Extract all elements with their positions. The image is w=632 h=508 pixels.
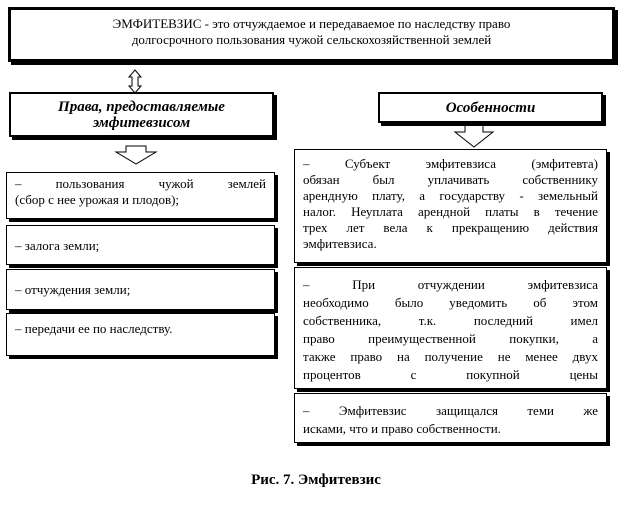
rights-item-line: (сбор с нее урожая и плодов); [15, 192, 180, 207]
rights-item-use [6, 172, 275, 219]
features-item-line: обязан был уплачивать собственнику [303, 172, 598, 187]
rights-item-line: – отчуждения земли; [15, 282, 131, 297]
definition-line-2: долгосрочного пользования чужой сельскохозяйственной землей [131, 32, 492, 47]
features-item-alienation [294, 267, 607, 389]
rights-title-line-1: Права, предоставляемые [58, 99, 225, 115]
rights-item-line: – залога земли; [15, 238, 100, 253]
features-item-line: – Эмфитевзис защищался теми же [303, 403, 598, 418]
features-title: Особенности [445, 100, 536, 116]
features-item-line: арендную плату, а государству - земельный [303, 188, 598, 203]
rights-header [9, 92, 274, 137]
features-item-line: также право на получение не менее двух [303, 349, 598, 364]
rights-item-line: – передачи ее по наследству. [15, 321, 173, 336]
figure-caption: Рис. 7. Эмфитевзис [251, 472, 381, 488]
features-item-line: процентов с покупной цены [303, 367, 598, 382]
features-item-line: эмфитевзиса. [303, 236, 377, 251]
features-item-line: – При отчуждении эмфитевзиса [303, 277, 598, 292]
down-arrow-features [455, 125, 493, 147]
features-header [378, 92, 603, 123]
features-item-protection [294, 393, 607, 443]
down-arrow-rights [116, 146, 156, 164]
features-item-line: право преимущественной покупки, а [303, 331, 598, 346]
rights-item-pledge [6, 225, 275, 265]
rights-item-inheritance [6, 313, 275, 356]
rights-item-line: – пользования чужой землей [15, 176, 266, 191]
rights-title-line-2: эмфитевзисом [92, 115, 191, 131]
features-item-line: собственника, т.к. последний имел [303, 313, 598, 328]
definition-box [8, 7, 615, 62]
definition-line-1: ЭМФИТЕВЗИС - это отчуждаемое и передаваемое по наследству право [112, 16, 511, 31]
features-item-line: – Субъект эмфитевзиса (эмфитевта) [303, 156, 598, 171]
features-item-line: исками, что и право собственности. [303, 421, 501, 436]
features-item-line: необходимо было уведомить об этом [303, 295, 598, 310]
double-arrow-top [129, 70, 141, 93]
features-item-rent [294, 149, 607, 263]
rights-item-alienation [6, 269, 275, 310]
features-item-line: трех лет вела к прекращению действия [303, 220, 598, 235]
features-item-line: налог. Неуплата арендной платы в течение [303, 204, 598, 219]
